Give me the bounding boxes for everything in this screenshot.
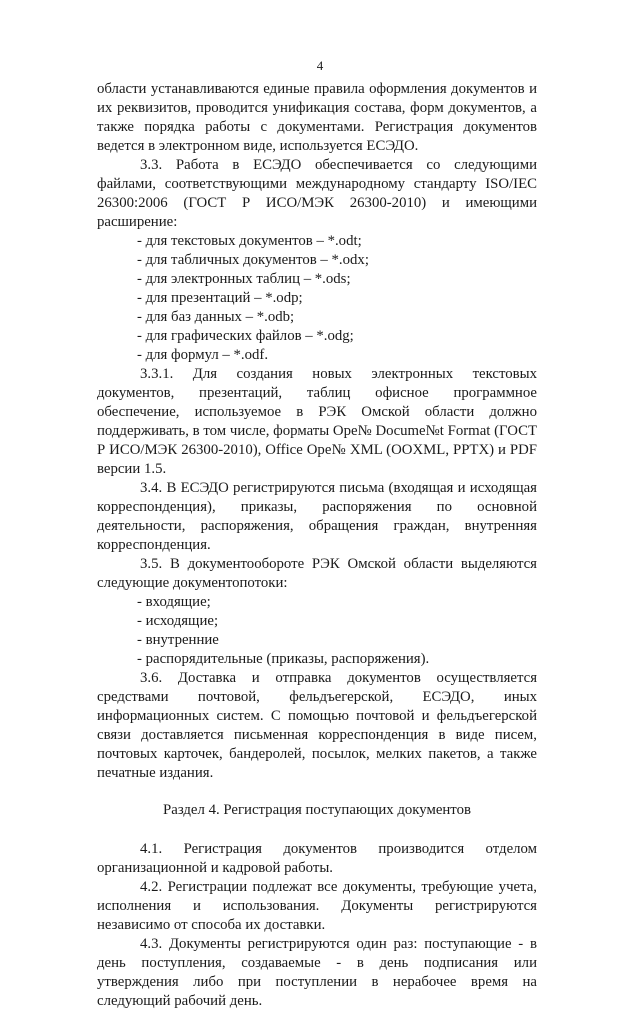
document-flow-list [97,593,537,669]
document-body [97,80,537,1011]
extension-list [97,232,537,365]
paragraph-3-3: 3.3. Работа в ЕСЭДО обеспечивается со следующими файлами, соответствующими международному стандарту ISO/IEC 26300:2006 (ГОСТ Р ИСО/МЭК 26300-2010) и имеющими расширение: [97,157,537,230]
list-item: - для электронных таблиц – *.ods; [137,271,351,287]
paragraph-4-3: 4.3. Документы регистрируются один раз: поступающие - в день поступления, создаваемые - в день подписания или утверждения либо при поступлении в нерабочее время на следующий рабочий день. [97,936,537,1009]
list-item: - для графических файлов – *.odg; [137,328,354,344]
list-item: - для табличных документов – *.odx; [137,252,369,268]
section-heading: Раздел 4. Регистрация поступающих документов [163,802,471,818]
list-item: - для формул – *.odf. [137,347,269,363]
paragraph-3-6: 3.6. Доставка и отправка документов осуществляется средствами почтовой, фельдъегерской, ЕСЭДО, иных информационных систем. С помощью почтовой и фельдъегерской связи доставляется письменная корреспонденция в виде писем, почтовых карточек, бандеролей, посылок, мелких пакетов, а также печатные издания. [97,670,537,781]
paragraph-3-5: 3.5. В документообороте РЭК Омской области выделяются следующие документопотоки: [97,556,537,591]
paragraph-4-2: 4.2. Регистрации подлежат все документы, требующие учета, исполнения и использования. Документы регистрируются независимо от способа их доставки. [97,879,537,933]
list-item: - исходящие; [137,613,219,629]
list-item: - для баз данных – *.odb; [137,309,295,325]
list-item: - для текстовых документов – *.odt; [137,233,362,249]
paragraph-4-1: 4.1. Регистрация документов производится отделом организационной и кадровой работы. [97,841,537,876]
paragraph-3-3-1: 3.3.1. Для создания новых электронных текстовых документов, презентаций, таблиц офисное программное обеспечение, используемое в РЭК Омской области должно поддерживать, в том числе, форматы Ope№ Docume№t Format (ГОСТ Р ИСО/МЭК 26300-2010), Office Ope№ XML (OOXML, PPTX) и PDF версии 1.5. [97,366,537,477]
paragraph-3-4: 3.4. В ЕСЭДО регистрируются письма (входящая и исходящая корреспонденция), приказы, распоряжения по основной деятельности, распоряжения, обращения граждан, внутренняя корреспонденция. [97,480,537,553]
list-item: - внутренние [137,632,219,648]
list-item: - входящие; [137,594,211,610]
page-number: 4 [316,58,324,73]
list-item: - распорядительные (приказы, распоряжения). [137,651,430,667]
paragraph-continuation: области устанавливаются единые правила оформления документов и их реквизитов, проводится унификация состава, форм документов, а также порядка работы с документами. Регистрация документов ведется в электронном виде, используется ЕСЭДО. [97,81,537,154]
list-item: - для презентаций – *.odp; [137,290,303,306]
